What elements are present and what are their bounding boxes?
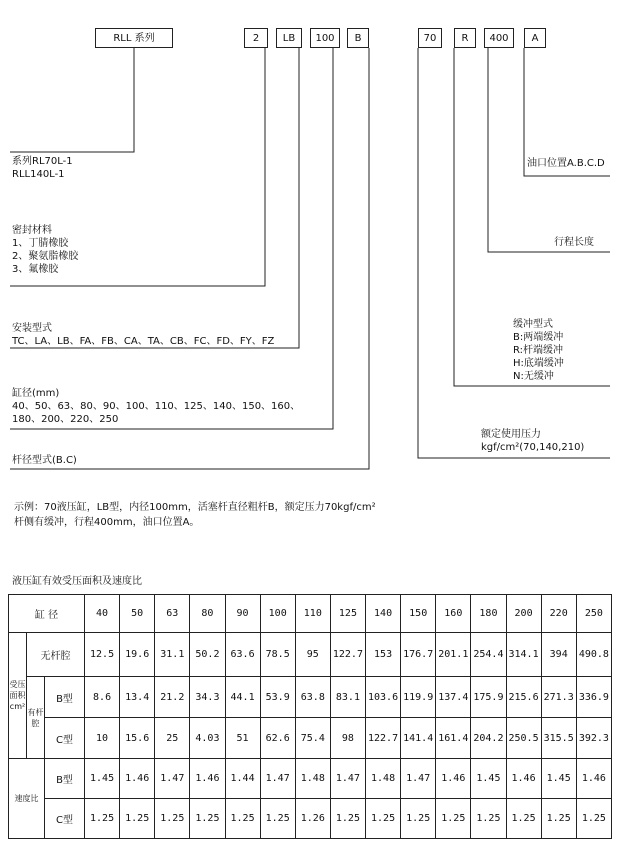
c-area-cell: 141.4 xyxy=(401,718,436,759)
b-area-cell: 21.2 xyxy=(155,677,190,718)
no-rod-area-cell: 31.1 xyxy=(155,633,190,677)
port-label: 油口位置A.B.C.D xyxy=(527,158,605,169)
cushion-label: 缓冲型式 B:两端缓冲 R:杆端缓冲 H:底端缓冲 N:无缓冲 xyxy=(513,319,564,382)
no-rod-area-cell: 490.8 xyxy=(576,633,611,677)
no-rod-area-cell: 176.7 xyxy=(401,633,436,677)
bore-header: 缸 径 xyxy=(9,595,85,633)
area-speed-table xyxy=(8,594,612,839)
bore-cell: 180 xyxy=(471,595,506,633)
c-speed-cell: 1.26 xyxy=(295,799,330,839)
bore-cell: 140 xyxy=(366,595,401,633)
c-type-label: C型 xyxy=(45,799,85,839)
c-speed-cell: 1.25 xyxy=(576,799,611,839)
c-speed-cell: 1.25 xyxy=(155,799,190,839)
code-series: RLL 系列 xyxy=(95,28,173,48)
code-rod: B xyxy=(347,28,369,48)
c-speed-cell: 1.25 xyxy=(330,799,365,839)
no-rod-area-cell: 50.2 xyxy=(190,633,225,677)
b-area-cell: 63.8 xyxy=(295,677,330,718)
c-area-cell: 25 xyxy=(155,718,190,759)
c-speed-cell: 1.25 xyxy=(85,799,120,839)
bore-cell: 90 xyxy=(225,595,260,633)
bore-cell: 63 xyxy=(155,595,190,633)
no-rod-area-cell: 153 xyxy=(366,633,401,677)
table-row xyxy=(9,718,612,759)
b-area-cell: 83.1 xyxy=(330,677,365,718)
b-area-cell: 119.9 xyxy=(401,677,436,718)
code-stroke: 400 xyxy=(484,28,514,48)
c-area-cell: 122.7 xyxy=(366,718,401,759)
bore-cell: 50 xyxy=(120,595,155,633)
b-area-cell: 215.6 xyxy=(506,677,541,718)
c-area-cell: 204.2 xyxy=(471,718,506,759)
c-type-label: C型 xyxy=(45,718,85,759)
no-rod-label: 无杆腔 xyxy=(27,633,85,677)
b-area-cell: 336.9 xyxy=(576,677,611,718)
series-label: 系列RL70L-1 RLL140L-1 xyxy=(12,156,73,180)
c-area-cell: 62.6 xyxy=(260,718,295,759)
no-rod-area-cell: 314.1 xyxy=(506,633,541,677)
b-area-cell: 13.4 xyxy=(120,677,155,718)
b-type-label: B型 xyxy=(45,759,85,799)
stroke-label: 行程长度 xyxy=(554,237,594,248)
b-speed-cell: 1.47 xyxy=(155,759,190,799)
line-stroke xyxy=(488,48,610,252)
bore-cell: 160 xyxy=(436,595,471,633)
b-speed-cell: 1.47 xyxy=(330,759,365,799)
mount-label: 安装型式 TC、LA、LB、FA、FB、CA、TA、CB、FC、FD、FY、FZ xyxy=(12,323,275,347)
code-bore: 100 xyxy=(310,28,340,48)
b-area-cell: 103.6 xyxy=(366,677,401,718)
code-pressure: 70 xyxy=(418,28,442,48)
c-area-cell: 51 xyxy=(225,718,260,759)
c-area-cell: 98 xyxy=(330,718,365,759)
c-area-cell: 75.4 xyxy=(295,718,330,759)
line-series xyxy=(10,48,134,152)
c-area-cell: 315.5 xyxy=(541,718,576,759)
no-rod-area-cell: 394 xyxy=(541,633,576,677)
bore-cell: 100 xyxy=(260,595,295,633)
code-port: A xyxy=(524,28,546,48)
speed-group-label: 速度比 xyxy=(9,759,45,839)
c-speed-cell: 1.25 xyxy=(260,799,295,839)
code-mount: LB xyxy=(276,28,302,48)
c-speed-cell: 1.25 xyxy=(190,799,225,839)
code-cushion: R xyxy=(454,28,476,48)
c-area-cell: 10 xyxy=(85,718,120,759)
no-rod-area-cell: 122.7 xyxy=(330,633,365,677)
b-area-cell: 137.4 xyxy=(436,677,471,718)
table-row xyxy=(9,677,612,718)
b-area-cell: 44.1 xyxy=(225,677,260,718)
c-speed-cell: 1.25 xyxy=(120,799,155,839)
b-speed-cell: 1.44 xyxy=(225,759,260,799)
c-speed-cell: 1.25 xyxy=(541,799,576,839)
table-row xyxy=(9,799,612,839)
b-area-cell: 175.9 xyxy=(471,677,506,718)
area-group-label: 受压面积cm² xyxy=(9,633,27,759)
b-speed-cell: 1.45 xyxy=(541,759,576,799)
c-area-cell: 15.6 xyxy=(120,718,155,759)
c-speed-cell: 1.25 xyxy=(506,799,541,839)
c-area-cell: 392.3 xyxy=(576,718,611,759)
b-area-cell: 8.6 xyxy=(85,677,120,718)
table-row xyxy=(9,633,612,677)
code-seal: 2 xyxy=(244,28,268,48)
no-rod-area-cell: 19.6 xyxy=(120,633,155,677)
no-rod-area-cell: 78.5 xyxy=(260,633,295,677)
b-speed-cell: 1.45 xyxy=(471,759,506,799)
b-type-label: B型 xyxy=(45,677,85,718)
b-speed-cell: 1.47 xyxy=(260,759,295,799)
bore-cell: 40 xyxy=(85,595,120,633)
c-speed-cell: 1.25 xyxy=(471,799,506,839)
c-speed-cell: 1.25 xyxy=(401,799,436,839)
rod-side-label: 有杆腔 xyxy=(27,677,45,759)
c-speed-cell: 1.25 xyxy=(366,799,401,839)
bore-cell: 110 xyxy=(295,595,330,633)
bore-cell: 200 xyxy=(506,595,541,633)
b-speed-cell: 1.46 xyxy=(190,759,225,799)
b-area-cell: 34.3 xyxy=(190,677,225,718)
c-speed-cell: 1.25 xyxy=(225,799,260,839)
pressure-label: 额定使用压力 kgf/cm²(70,140,210) xyxy=(481,429,585,453)
no-rod-area-cell: 201.1 xyxy=(436,633,471,677)
line-mount xyxy=(10,48,299,348)
example-text: 示例：70液压缸，LB型，内径100mm，活塞杆直径粗杆B，额定压力70kgf/cm² 杆侧有缓冲，行程400mm，油口位置A。 xyxy=(14,502,376,528)
bore-cell: 250 xyxy=(576,595,611,633)
bore-label: 缸径(mm) 40、50、63、80、90、100、110、125、140、150、160、 180、200、220、250 xyxy=(12,388,301,425)
c-speed-cell: 1.25 xyxy=(436,799,471,839)
c-area-cell: 161.4 xyxy=(436,718,471,759)
b-speed-cell: 1.46 xyxy=(120,759,155,799)
bore-cell: 125 xyxy=(330,595,365,633)
no-rod-area-cell: 63.6 xyxy=(225,633,260,677)
b-area-cell: 271.3 xyxy=(541,677,576,718)
b-speed-cell: 1.48 xyxy=(366,759,401,799)
b-speed-cell: 1.48 xyxy=(295,759,330,799)
b-speed-cell: 1.45 xyxy=(85,759,120,799)
b-area-cell: 53.9 xyxy=(260,677,295,718)
c-area-cell: 4.03 xyxy=(190,718,225,759)
rod-label: 杆径型式(B.C) xyxy=(12,455,77,466)
bore-cell: 150 xyxy=(401,595,436,633)
bore-cell: 220 xyxy=(541,595,576,633)
line-pressure xyxy=(418,48,610,458)
no-rod-area-cell: 12.5 xyxy=(85,633,120,677)
bore-cell: 80 xyxy=(190,595,225,633)
seal-label: 密封材料 1、丁腈橡胶 2、聚氨脂橡胶 3、氟橡胶 xyxy=(12,225,79,275)
no-rod-area-cell: 254.4 xyxy=(471,633,506,677)
table-title: 液压缸有效受压面积及速度比 xyxy=(12,576,142,587)
table-row xyxy=(9,759,612,799)
b-speed-cell: 1.46 xyxy=(436,759,471,799)
b-speed-cell: 1.46 xyxy=(506,759,541,799)
table-row xyxy=(9,595,612,633)
no-rod-area-cell: 95 xyxy=(295,633,330,677)
b-speed-cell: 1.47 xyxy=(401,759,436,799)
c-area-cell: 250.5 xyxy=(506,718,541,759)
b-speed-cell: 1.46 xyxy=(576,759,611,799)
